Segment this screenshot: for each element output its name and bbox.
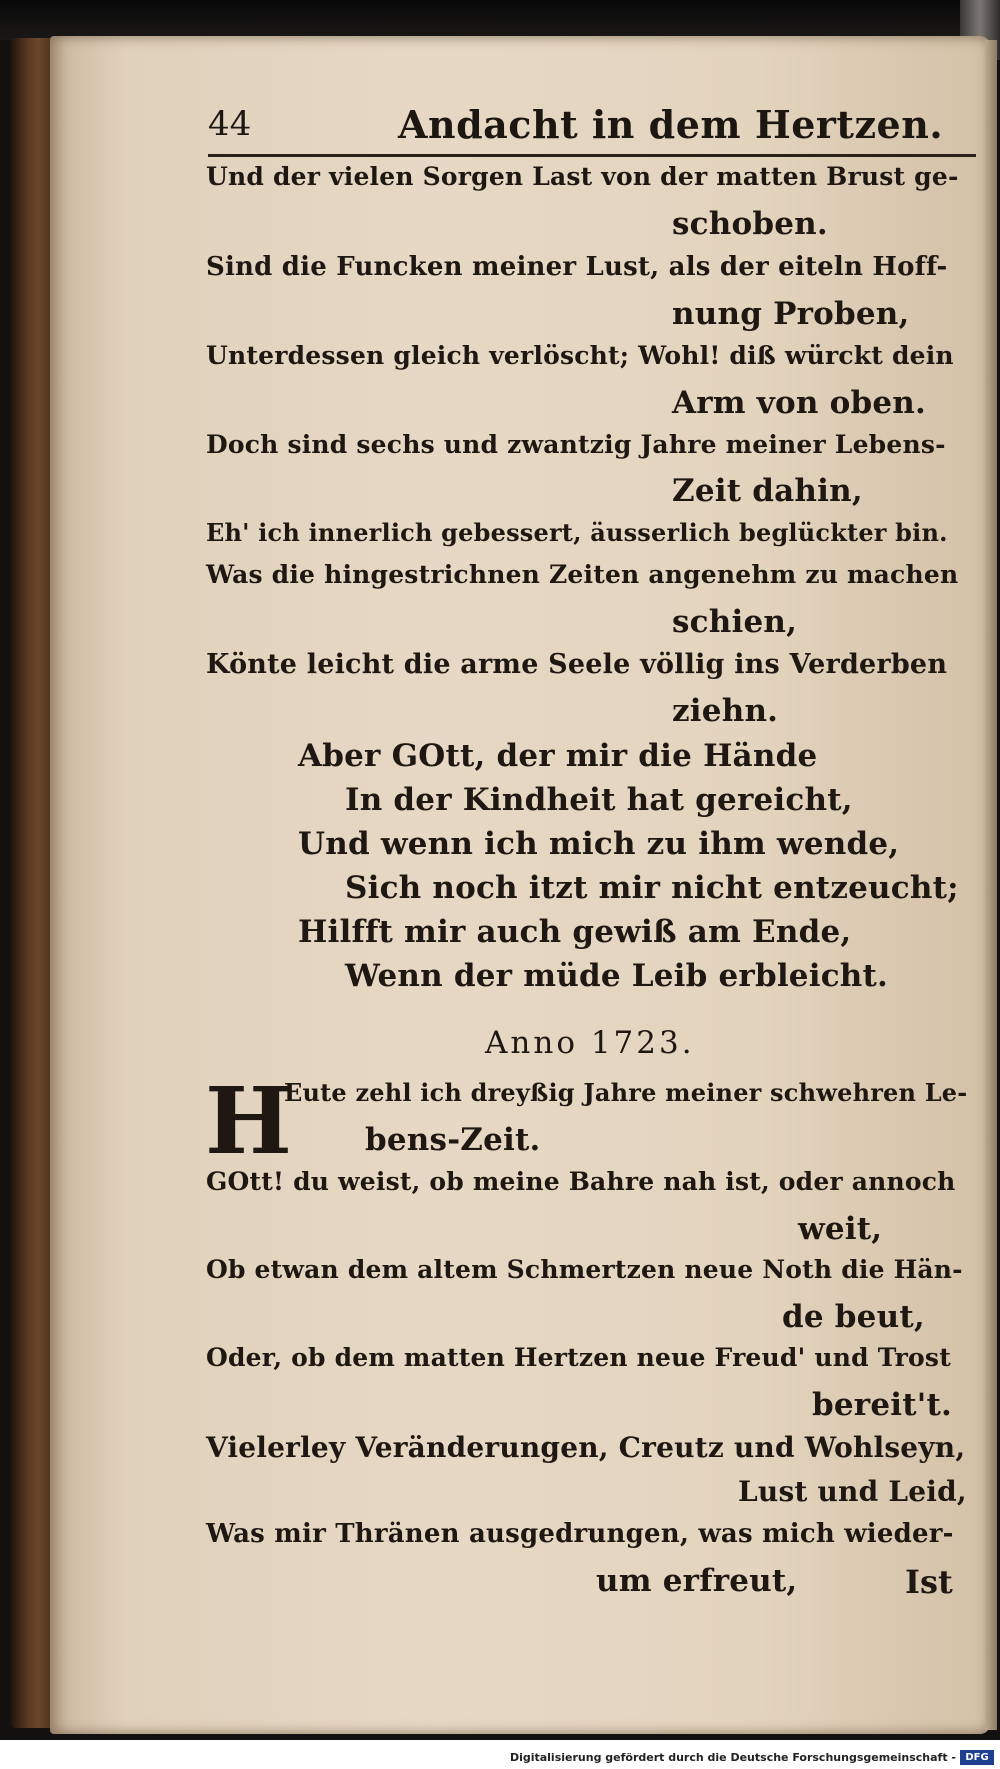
verse-line: Doch sind sechs und zwantzig Jahre meiner Lebens-: [206, 430, 946, 459]
verse-line: Könte leicht die arme Seele völlig ins Verderben: [206, 649, 948, 680]
verse-line: Vielerley Veränderungen, Creutz und Wohlseyn,: [206, 1431, 966, 1464]
verse-line: bereit't.: [812, 1387, 952, 1423]
running-title: Andacht in dem Hertzen.: [398, 102, 944, 147]
verse-line: Eute zehl ich dreyßig Jahre meiner schwehren Le-: [284, 1078, 968, 1107]
verse-line: schoben.: [672, 206, 828, 242]
verse-line: Zeit dahin,: [672, 473, 863, 509]
verse-line: Und der vielen Sorgen Last von der matten Brust ge-: [206, 162, 959, 191]
verse-line: schien,: [672, 604, 798, 640]
book-top-shadow: [0, 0, 1000, 40]
page-header: [208, 104, 978, 154]
verse-line: Unterdessen gleich verlöscht; Wohl! diß würckt dein: [206, 341, 954, 370]
stanza-line: Wenn der müde Leib erbleicht.: [345, 958, 889, 994]
verse-line: nung Proben,: [672, 296, 910, 332]
stanza-line: Hilfft mir auch gewiß am Ende,: [298, 914, 852, 950]
page-edge: [985, 40, 997, 1730]
verse-line: de beut,: [782, 1299, 925, 1335]
stanza-line: Aber GOtt, der mir die Hände: [298, 738, 818, 774]
verse-line: weit,: [798, 1211, 883, 1247]
stanza-line: In der Kindheit hat gereicht,: [345, 782, 853, 818]
verse-line: Ob etwan dem altem Schmertzen neue Noth die Hän-: [206, 1255, 963, 1284]
verse-line: ziehn.: [672, 693, 779, 729]
header-rule: [208, 154, 976, 157]
stanza-line: Und wenn ich mich zu ihm wende,: [298, 826, 900, 862]
verse-line: um erfreut,: [596, 1563, 798, 1599]
verse-line: GOtt! du weist, ob meine Bahre nah ist, oder annoch: [206, 1167, 956, 1196]
page-number: 44: [208, 104, 252, 144]
verse-line: Sind die Funcken meiner Lust, als der eiteln Hoff-: [206, 252, 948, 282]
catchword: Ist: [905, 1563, 953, 1601]
drop-cap: H: [205, 1067, 292, 1175]
year-heading: Anno 1723.: [485, 1025, 695, 1061]
verse-line: Was mir Thränen ausgedrungen, was mich wieder-: [206, 1519, 954, 1549]
verse-line: Was die hingestrichnen Zeiten angenehm zu machen: [206, 560, 959, 589]
verse-line: bens-Zeit.: [365, 1122, 541, 1158]
verse-line: Oder, ob dem matten Hertzen neue Freud' und Trost: [206, 1343, 951, 1372]
verse-line: Eh' ich innerlich gebessert, äusserlich beglückter bin.: [206, 518, 948, 547]
verse-line: Lust und Leid,: [738, 1475, 967, 1508]
funding-credit: Digitalisierung gefördert durch die Deutsche Forschungsgemeinschaft -: [509, 1751, 956, 1764]
dfg-logo: DFG: [960, 1750, 994, 1765]
verse-line: Arm von oben.: [672, 385, 927, 421]
stanza-line: Sich noch itzt mir nicht entzeucht;: [345, 870, 959, 906]
